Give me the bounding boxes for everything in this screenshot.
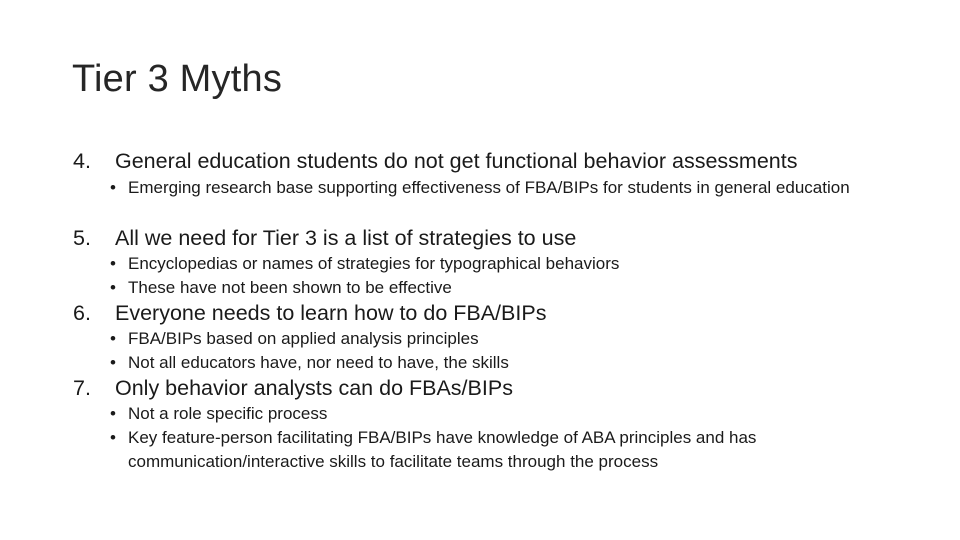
point-text: These have not been shown to be effective xyxy=(128,278,452,297)
list-item xyxy=(108,276,868,300)
slide-title: Tier 3 Myths xyxy=(72,58,283,100)
myth-number: 5. xyxy=(73,226,91,250)
myth-points-7 xyxy=(108,402,868,474)
list-item xyxy=(108,426,868,474)
list-item xyxy=(108,351,868,375)
list-item xyxy=(108,176,868,200)
bullet-icon: • xyxy=(110,404,116,423)
myth-number: 6. xyxy=(73,301,91,325)
bullet-icon: • xyxy=(110,254,116,273)
myth-heading: Only behavior analysts can do FBAs/BIPs xyxy=(115,376,513,400)
myth-heading: General education students do not get functional behavior assessments xyxy=(115,149,798,173)
bullet-icon: • xyxy=(110,353,116,372)
myth-heading: Everyone needs to learn how to do FBA/BIPs xyxy=(115,301,547,325)
list-item xyxy=(108,327,868,351)
bullet-icon: • xyxy=(110,329,116,348)
myth-points-6 xyxy=(108,327,868,375)
myth-points-5 xyxy=(108,252,868,300)
bullet-icon: • xyxy=(110,178,116,197)
point-text: Not a role specific process xyxy=(128,404,328,423)
list-item xyxy=(108,252,868,276)
point-text: Not all educators have, nor need to have, the skills xyxy=(128,353,509,372)
point-text: Encyclopedias or names of strategies for typographical behaviors xyxy=(128,254,620,273)
myth-points-4 xyxy=(108,176,868,200)
point-text: FBA/BIPs based on applied analysis principles xyxy=(128,329,479,348)
myth-number: 4. xyxy=(73,149,91,173)
list-item xyxy=(108,402,868,426)
myth-number: 7. xyxy=(73,376,91,400)
point-text: Emerging research base supporting effectiveness of FBA/BIPs for students in general education xyxy=(128,178,850,197)
bullet-icon: • xyxy=(110,278,116,297)
bullet-icon: • xyxy=(110,428,116,447)
point-text: Key feature-person facilitating FBA/BIPs have knowledge of ABA principles and has communication/interactive skills to facilitate teams through the process xyxy=(128,428,757,471)
myth-heading: All we need for Tier 3 is a list of strategies to use xyxy=(115,226,577,250)
